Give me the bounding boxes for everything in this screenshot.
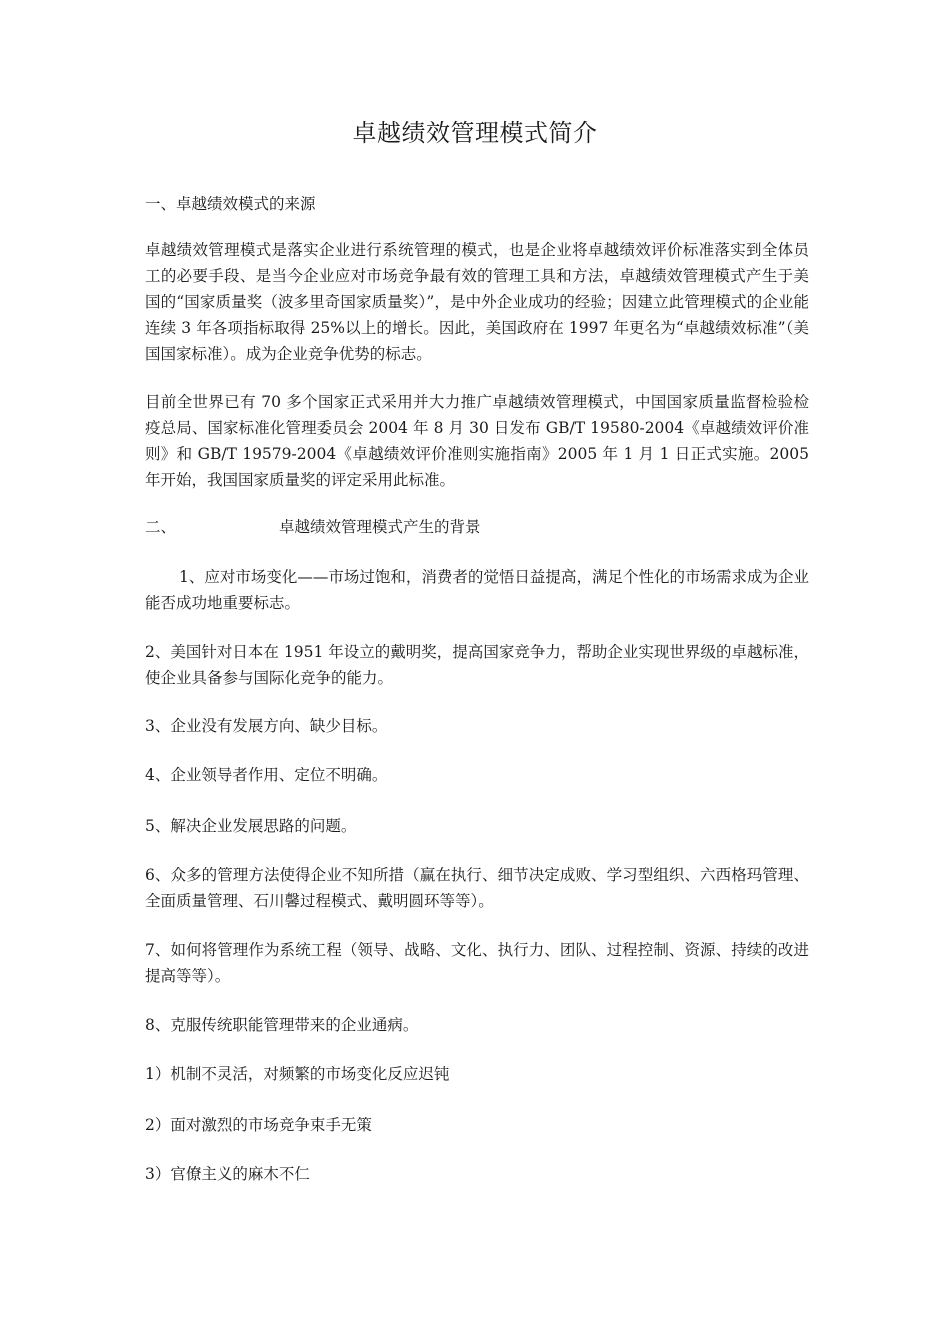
document-title: 卓越绩效管理模式简介 [352, 119, 598, 147]
list-item: 8、克服传统职能管理带来的企业通病。 [145, 1016, 419, 1034]
list-item: 4、企业领导者作用、定位不明确。 [145, 766, 388, 784]
paragraph-origin: 卓越绩效管理模式是落实企业进行系统管理的模式，也是企业将卓越绩效评价标准落实到全体员工的必要手段、是当今企业应对市场竞争最有效的管理工具和方法，卓越绩效管理模式产生于美国的“国家质量奖（波多里奇国家质量奖）”，是中外企业成功的经验；因建立此管理模式的企业能连续 3 年各项指标取得 25%以上的增长。因此，美国政府在 1997 年更名为“卓越绩效标准”（美国国家标准）。成为企业竞争优势的标志。 [145, 241, 809, 363]
list-item: 1）机制不灵活，对频繁的市场变化反应迟钝 [145, 1065, 450, 1083]
section-heading-2-number: 二、 [145, 518, 177, 536]
list-item: 2）面对激烈的市场竞争束手无策 [145, 1116, 372, 1134]
list-item: 5、解决企业发展思路的问题。 [145, 817, 357, 835]
section-heading-2-text: 卓越绩效管理模式产生的背景 [279, 518, 481, 536]
paragraph-adoption: 目前全世界已有 70 多个国家正式采用并大力推广卓越绩效管理模式，中国国家质量监督检验检疫总局、国家标准化管理委员会 2004 年 8 月 30 日发布 GB/T 19580-2004《卓越绩效评价准则》和 GB/T 19579-2004《卓越绩效评价准则实施指南》2005 年 1 月 1 日正式实施。2005 年开始，我国国家质量奖的评定采用此标准。 [145, 393, 809, 489]
list-item: 2、美国针对日本在 1951 年设立的戴明奖，提高国家竞争力，帮助企业实现世界级的卓越标准，使企业具备参与国际化竞争的能力。 [145, 643, 809, 687]
section-heading-2 [145, 514, 809, 540]
section-heading-1: 一、卓越绩效模式的来源 [145, 195, 316, 213]
list-item: 3、企业没有发展方向、缺少目标。 [145, 717, 388, 735]
list-item: 7、如何将管理作为系统工程（领导、战略、文化、执行力、团队、过程控制、资源、持续的改进提高等等）。 [145, 941, 809, 985]
list-item: 3）官僚主义的麻木不仁 [145, 1165, 310, 1183]
list-item: 6、众多的管理方法使得企业不知所措（赢在执行、细节决定成败、学习型组织、六西格玛管理、全面质量管理、石川馨过程模式、戴明圆环等等）。 [145, 866, 809, 910]
list-item: 1、应对市场变化——市场过饱和，消费者的觉悟日益提高，满足个性化的市场需求成为企业能否成功地重要标志。 [145, 568, 809, 612]
